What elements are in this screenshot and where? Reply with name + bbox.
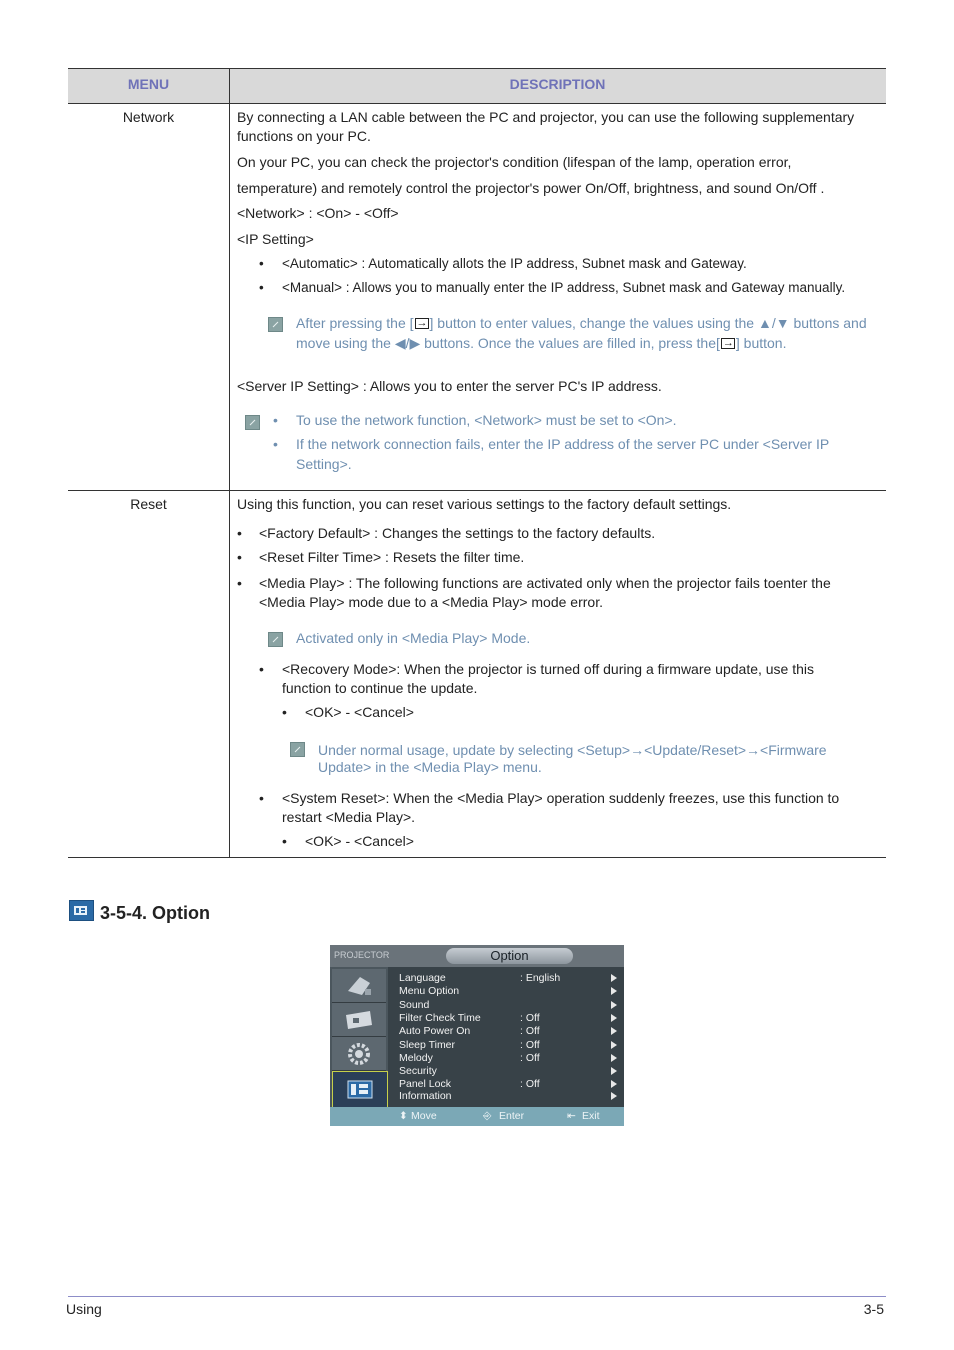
osd-row-sleep-timer[interactable]: Sleep Timer : Off [399,1039,621,1051]
server-ip-setting: <Server IP Setting> : Allows you to enter the server PC's IP address. [237,378,662,394]
exit-icon: ⇤ [567,1110,576,1122]
bullet-icon: • [282,704,287,720]
arrow-right-icon [611,1092,617,1100]
osd-row-security[interactable]: Security [399,1065,621,1077]
section-title: 3-5-4. Option [100,903,211,923]
network-note2-item2-line2: Setting>. [296,456,352,472]
bullet-icon: • [259,661,264,677]
arrow-right-icon [611,1001,617,1009]
bullet-icon: • [273,436,278,452]
osd-gear-icon[interactable] [332,1037,386,1071]
bullet-icon: • [282,833,287,849]
osd-row-menu-option[interactable]: Menu Option [399,985,621,997]
enter-key-icon [415,318,429,329]
footer-page-number: 3-5 [863,1301,884,1317]
menu-network: Network [122,109,175,125]
factory-default-item: <Factory Default> : Changes the settings to the factory defaults. [259,525,656,541]
ip-automatic-item: <Automatic> : Automatically allots the IP address, Subnet mask and Gateway. [282,256,747,271]
osd-setup-icon[interactable] [332,1003,386,1037]
footer-rule [68,1296,886,1297]
media-play-item-line2: <Media Play> mode due to a <Media Play> mode error. [259,594,603,610]
bullet-icon: • [259,280,264,295]
network-check-line1: On your PC, you can check the projector's condition (lifespan of the lamp, operation error, [237,154,792,170]
network-check-line2: temperature) and remotely control the projector's power On/Off, brightness, and sound On/Off . [237,180,825,196]
recovery-mode-line1: <Recovery Mode>: When the projector is turned off during a firmware update, use this [282,661,815,677]
media-play-item-line1: <Media Play> : The following functions are activated only when the projector fails toenter the [259,575,831,591]
media-play-note: Activated only in <Media Play> Mode. [296,630,531,646]
reset-filter-time-item: <Reset Filter Time> : Resets the filter time. [259,549,525,565]
osd-option-menu [330,945,624,1126]
move-icon: ⬍ [399,1110,408,1122]
note-icon [245,415,260,430]
network-note2-item2-line1: If the network connection fails, enter the IP address of the server PC under <Server IP [296,436,830,452]
osd-row-information[interactable]: Information [399,1090,621,1102]
bullet-icon: • [237,525,242,541]
enter-icon: ⎆ [483,1110,492,1122]
osd-row-sound[interactable]: Sound [399,999,621,1011]
arrow-right-icon [611,1054,617,1062]
osd-row-auto-power-on[interactable]: Auto Power On : Off [399,1025,621,1037]
firmware-note-line2: Update> in the <Media Play> menu. [318,759,542,775]
osd-row-filter-check-time[interactable]: Filter Check Time : Off [399,1012,621,1024]
ip-manual-item: <Manual> : Allows you to manually enter the IP address, Subnet mask and Gateway manually. [282,280,846,295]
osd-help-enter: Enter [499,1110,525,1122]
system-reset-line2: restart <Media Play>. [282,809,416,825]
ip-setting-heading: <IP Setting> [237,231,314,247]
bullet-icon: • [273,412,278,428]
recovery-mode-line2: function to continue the update. [282,680,478,696]
network-setting: <Network> : <On> - <Off> [237,205,399,221]
osd-help-exit: Exit [582,1110,600,1122]
arrow-right-icon [611,1080,617,1088]
osd-row-panel-lock[interactable]: Panel Lock : Off [399,1078,621,1090]
note-icon [290,742,305,757]
osd-option-icon[interactable] [332,1071,388,1108]
reset-intro: Using this function, you can reset various settings to the factory default settings. [237,496,732,512]
arrow-right-icon [611,987,617,995]
arrow-right-icon [611,974,617,982]
bullet-icon: • [259,790,264,806]
system-reset-line1: <System Reset>: When the <Media Play> operation suddenly freezes, use this function to [282,790,840,806]
menu-reset: Reset [130,496,167,512]
osd-picture-icon[interactable] [332,969,386,1003]
osd-row-melody[interactable]: Melody : Off [399,1052,621,1064]
osd-help-move: Move [411,1110,437,1122]
description-column-header: DESCRIPTION [509,76,606,92]
bullet-icon: • [237,549,242,565]
osd-title-bar [330,945,624,967]
firmware-note-line1: Under normal usage, update by selecting <Setup>→<Update/Reset>→<Firmware [318,742,827,758]
bullet-icon: • [259,256,264,271]
network-intro-line2: functions on your PC. [237,128,371,144]
footer-chapter: Using [66,1301,102,1317]
system-reset-options: <OK> - <Cancel> [305,833,414,849]
arrow-right-icon [611,1027,617,1035]
arrow-right-icon [611,1067,617,1075]
osd-brand: PROJECTOR [334,950,390,960]
menu-column-header: MENU [127,76,170,92]
network-note-line2: move using the ◀/▶ buttons. Once the values are filled in, press the[→ ] button. [296,334,786,353]
osd-help-bar [330,1107,624,1126]
arrow-right-icon [611,1014,617,1022]
note-icon [268,317,283,332]
bullet-icon: • [237,575,242,591]
note-icon [268,632,283,647]
arrow-right-icon [611,1041,617,1049]
recovery-mode-options: <OK> - <Cancel> [305,704,414,720]
osd-title: Option [446,948,573,964]
network-note-line1: After pressing the [→ ] button to enter values, change the values using the ▲/▼ buttons and [296,314,867,333]
enter-key-icon [721,338,735,349]
network-intro-line1: By connecting a LAN cable between the PC and projector, you can use the following supplementary [237,109,855,125]
network-note2-item1: To use the network function, <Network> must be set to <On>. [296,412,677,428]
osd-row-language[interactable]: Language : English [399,972,621,984]
option-section-icon [69,900,94,921]
osd-sidebar [330,967,388,1110]
